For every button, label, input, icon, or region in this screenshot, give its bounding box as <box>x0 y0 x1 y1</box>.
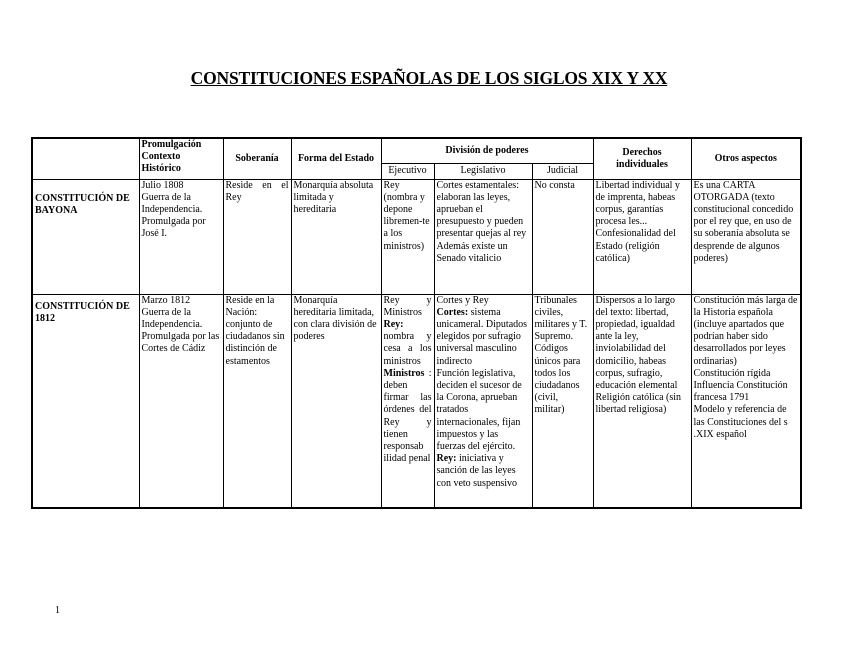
header-forma-estado: Forma del Estado <box>291 138 381 179</box>
row-name-cell: CONSTITUCIÓN DE 1812 <box>32 294 139 508</box>
ejecutivo-rey-text: nombra y cesa a los ministros <box>383 331 432 367</box>
forma-estado-cell: Monarquía absoluta limitada y hereditaria <box>291 179 381 294</box>
header-judicial: Judicial <box>532 163 593 179</box>
derechos-cell: Libertad individual y de imprenta, habeas corpus, garantías procesa les... Confesionalidad del Estado (religión católica) <box>593 179 691 294</box>
judicial-cell: Tribunales civiles, militares y T. Supremo. Códigos únicos para todos los ciudadanos (civil, militar) <box>532 294 593 508</box>
ejecutivo-rey-label: Rey: <box>383 318 404 330</box>
legislativo-cell <box>434 294 532 508</box>
table-row <box>32 294 801 508</box>
promulgacion-cell: Julio 1808 Guerra de la Independencia. Promulgada por José I. <box>139 179 223 294</box>
ejecutivo-ministros-text: : deben firmar las órdenes del Rey y tienen responsab ilidad penal <box>383 367 432 465</box>
page-title: CONSTITUCIONES ESPAÑOLAS DE LOS SIGLOS XIX Y XX <box>190 68 668 88</box>
page-number: 1 <box>55 605 60 616</box>
header-legislativo: Legislativo <box>434 163 532 179</box>
row-name-cell: CONSTITUCIÓN DE BAYONA <box>32 179 139 294</box>
legislativo-rey-label: Rey: <box>436 453 457 465</box>
header-otros: Otros aspectos <box>691 138 801 179</box>
ejecutivo-cell <box>381 294 434 508</box>
header-empty-cell <box>32 138 139 179</box>
soberania-cell: Reside en el Rey <box>223 179 291 294</box>
table-row <box>32 179 801 294</box>
legislativo-cortes-label: Cortes: <box>436 306 469 318</box>
forma-estado-cell: Monarquía hereditaria limitada, con clara división de poderes <box>291 294 381 508</box>
legislativo-rey-text: iniciativa y sanción de las leyes con veto suspensivo <box>436 453 518 489</box>
ejecutivo-intro: Rey y Ministros <box>383 294 432 318</box>
ejecutivo-ministros-label: Ministros <box>383 367 425 379</box>
legislativo-cortes-text: sistema unicameral. Diputados elegidos por sufragio universal masculino indirecto Función legislativa, deciden el sucesor de la Corona, aprueban tratados internacionales, fijan impuestos y las fuerzas del ejército. <box>436 306 528 452</box>
constitutions-table <box>31 137 802 509</box>
promulgacion-cell: Marzo 1812 Guerra de la Independencia. Promulgada por las Cortes de Cádiz <box>139 294 223 508</box>
header-derechos: Derechos individuales <box>593 138 691 179</box>
header-ejecutivo: Ejecutivo <box>381 163 434 179</box>
ejecutivo-cell: Rey (nombra y depone libremen-te a los ministros) <box>381 179 434 294</box>
header-soberania: Soberanía <box>223 138 291 179</box>
header-promulgacion: Promulgación Contexto Histórico <box>139 138 223 179</box>
legislativo-intro: Cortes y Rey <box>436 294 489 306</box>
otros-cell: Es una CARTA OTORGADA (texto constitucional concedido por el rey que, en uso de su soberanía absoluta se desprende de algunos poderes) <box>691 179 801 294</box>
header-row-top <box>32 138 801 163</box>
header-division-poderes: División de poderes <box>381 138 593 163</box>
judicial-cell: No consta <box>532 179 593 294</box>
otros-cell: Constitución más larga de la Historia española (incluye apartados que podrían haber sido desarrollados por leyes ordinarias) Constitución rígida Influencia Constitución francesa 1791 Modelo y referencia de las Constituciones del s .XIX español <box>691 294 801 508</box>
derechos-cell: Dispersos a lo largo del texto: libertad, propiedad, igualdad ante la ley, inviolabilidad del domicilio, habeas corpus, sufragio, educación elemental Religión católica (sin libertad religiosa) <box>593 294 691 508</box>
legislativo-cell: Cortes estamentales: elaboran las leyes, aprueban el presupuesto y pueden presentar quejas al rey Además existe un Senado vitalicio <box>434 179 532 294</box>
soberania-cell: Reside en la Nación: conjunto de ciudadanos sin distinción de estamentos <box>223 294 291 508</box>
